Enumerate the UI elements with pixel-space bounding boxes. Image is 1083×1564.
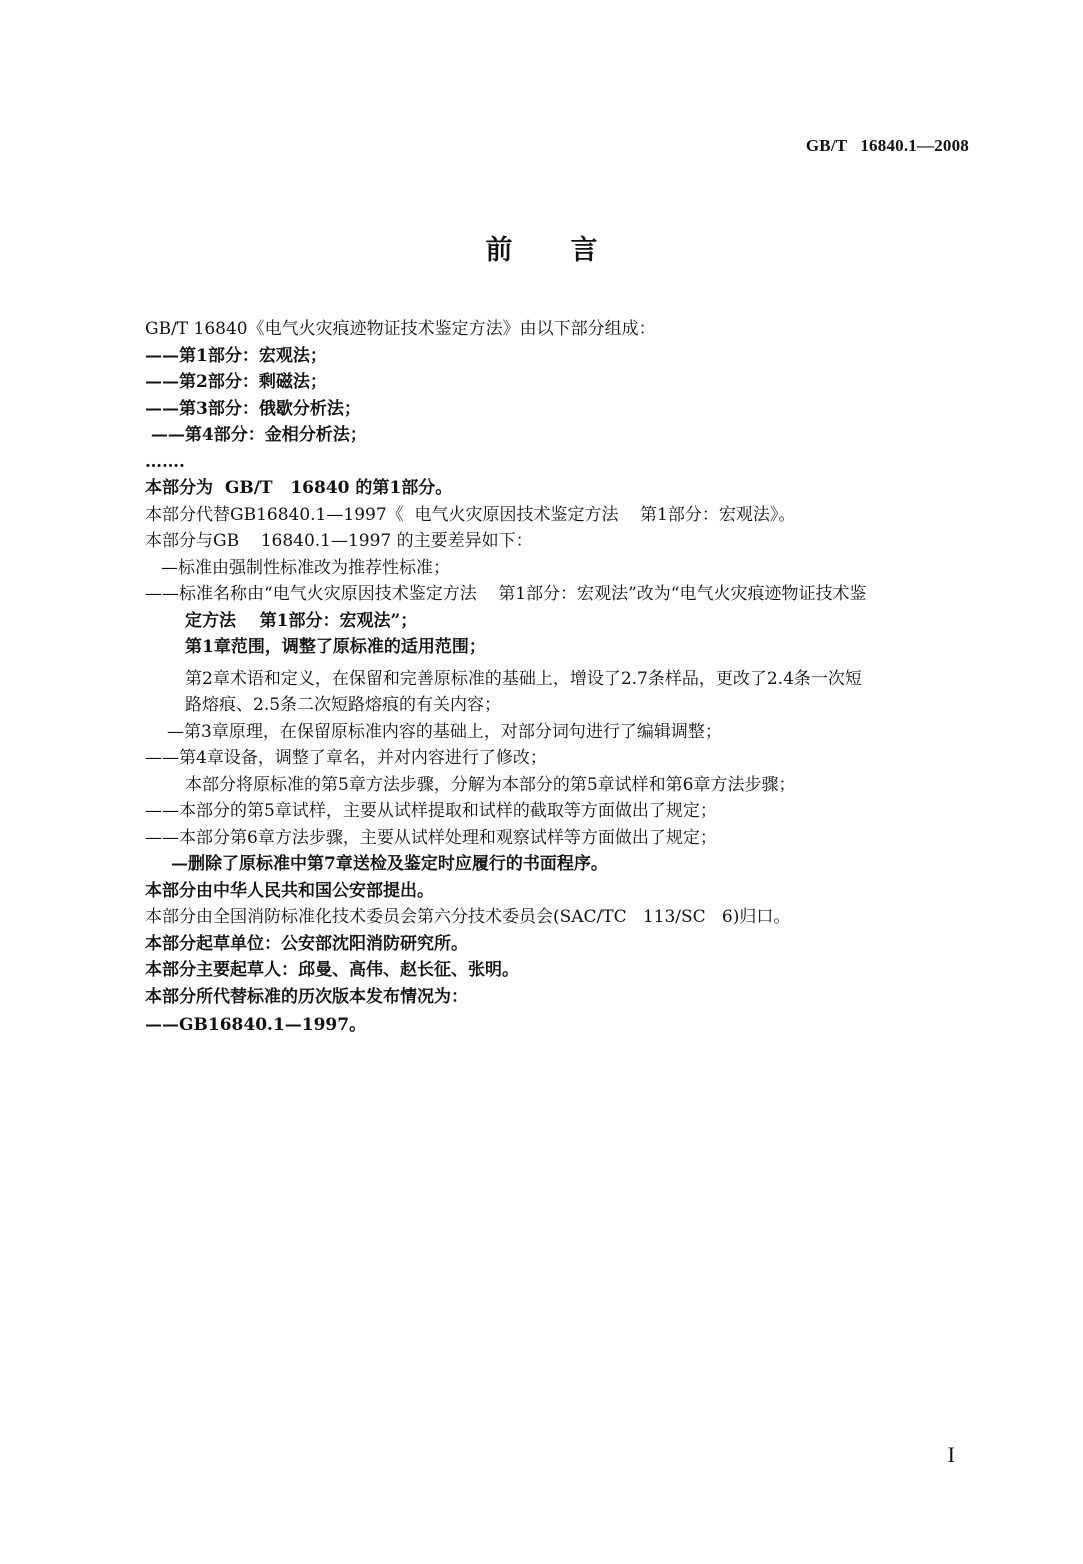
part-list-item-2: ——第2部分：剩磁法； [145,372,327,392]
difference-item-1: —标准由强制性标准改为推荐性标准； [161,557,450,578]
drafting-unit: 本部分起草单位：公安部沈阳消防研究所。 [145,933,468,954]
title-char-2: 言 [570,235,598,266]
part-statement: 本部分为 GB/T 16840 的第1部分。 [145,478,453,498]
part-list-item-3: ——第3部分：俄歇分析法； [145,398,361,419]
standard-code-header: GB/T 16840.1—2008 [805,136,969,155]
page-number: I [947,1442,955,1467]
difference-item-7: 本部分将原标准的第5章方法步骤，分解为本部分的第5章试样和第6章方法步骤； [185,774,796,795]
proposer-statement: 本部分由中华人民共和国公安部提出。 [145,880,434,901]
intro-line: GB/T 16840《电气火灾痕迹物证技术鉴定方法》由以下部分组成： [145,319,656,339]
previous-edition-item: ——GB16840.1—1997。 [145,1015,367,1035]
main-drafters: 本部分主要起草人：邱曼、高伟、赵长征、张明。 [145,960,519,980]
difference-item-2-continued: 定方法 第1部分：宏观法”； [185,610,418,631]
foreword-body [145,316,975,1039]
differences-intro: 本部分与GB 16840.1—1997 的主要差异如下： [145,531,533,551]
committee-statement: 本部分由全国消防标准化技术委员会第六分技术委员会(SAC/TC 113/SC 6)归口。 [145,907,791,927]
difference-item-4-continued: 路熔痕、2.5条二次短路熔痕的有关内容； [185,695,502,715]
difference-item-9: ——本部分第6章方法步骤，主要从试样处理和观察试样等方面做出了规定； [145,827,717,848]
difference-item-3: 第1章范围，调整了原标准的适用范围； [185,637,486,657]
previous-editions-intro: 本部分所代替标准的历次版本发布情况为： [145,986,468,1007]
difference-item-6: ——第4章设备，调整了章名，并对内容进行了修改； [145,748,547,768]
difference-item-8: ——本部分的第5章试样，主要从试样提取和试样的截取等方面做出了规定； [145,801,717,821]
difference-item-10: —删除了原标准中第7章送检及鉴定时应履行的书面程序。 [171,854,608,874]
part-list-item-1: ——第1部分：宏观法； [145,345,327,366]
part-list-item-4: ——第4部分：金相分析法； [145,425,367,445]
difference-item-2: ——标准名称由“电气火灾原因技术鉴定方法 第1部分：宏观法”改为“电气火灾痕迹物证技术鉴 [145,584,867,604]
title-char-1: 前 [485,235,513,266]
difference-item-4: 第2章术语和定义，在保留和完善原标准的基础上，增设了2.7条样品，更改了2.4条一次短 [185,668,862,689]
replaces-statement: 本部分代替GB16840.1—1997《 电气火灾原因技术鉴定方法 第1部分：宏观法》。 [145,504,796,525]
part-list-ellipsis: ……. [145,451,185,472]
page-title [0,228,1083,267]
difference-item-5: —第3章原理，在保留原标准内容的基础上，对部分词句进行了编辑调整； [167,721,722,742]
